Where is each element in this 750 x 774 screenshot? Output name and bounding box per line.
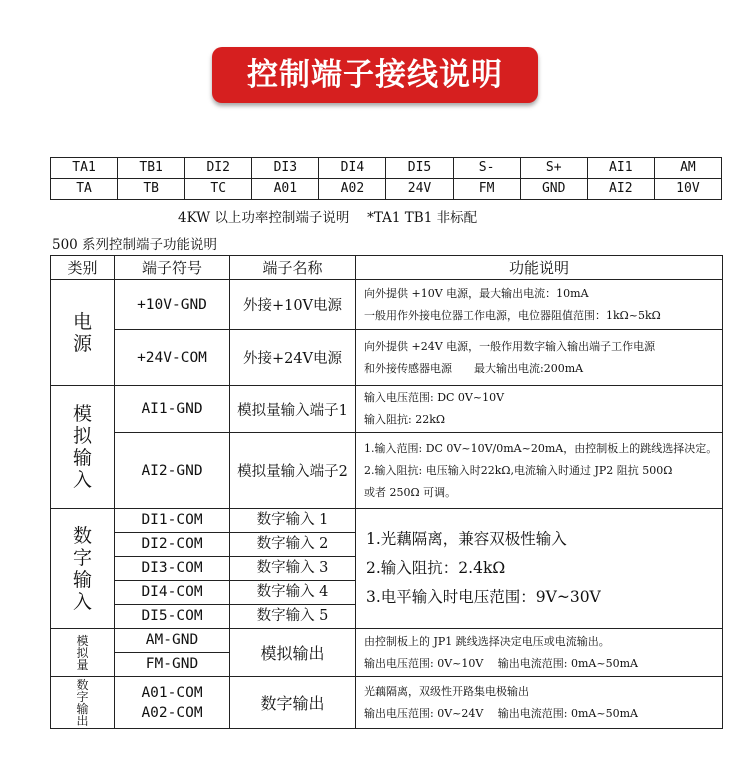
terminal-symbol: AM-GND [115,629,229,653]
table-row [51,280,723,330]
function-table [50,255,723,729]
terminal-name: 数字输入 5 [256,608,329,624]
function-desc: 1.光藕隔离，兼容双极性输入 2.输入阻抗：2.4kΩ 3.电平输入时电压范围：9V~30V [356,509,723,629]
terminal-name: 数字输入 4 [230,581,355,605]
terminal-symbol: AI1-GND [115,386,230,433]
category-power: 电 源 [51,280,115,386]
terminal-cell: DI4 [319,158,386,179]
terminal-name: 数字输入 1 [230,509,355,533]
category-digital-input: 数 字 输 入 [51,509,115,629]
table-row [51,629,723,677]
terminal-cell: TA [51,179,118,200]
table-row [51,386,723,433]
terminal-cell: GND [520,179,587,200]
terminal-cell: DI2 [185,158,252,179]
terminal-symbol-list [115,629,230,677]
terminal-cell: TC [185,179,252,200]
header-row [51,256,723,280]
terminal-symbol-list [115,509,230,629]
header-symbol: 端子符号 [115,256,230,280]
terminal-cell: AI1 [587,158,654,179]
terminal-name: 数字输入 3 [230,557,355,581]
header-function: 功能说明 [356,256,723,280]
terminal-cell: TA1 [51,158,118,179]
terminal-symbol: FM-GND [145,656,199,672]
terminal-name: 外接+10V电源 [230,280,356,330]
terminal-symbol: +10V-GND [115,280,230,330]
terminal-symbol: A02-COM [141,704,203,721]
power-note: 4KW 以上功率控制端子说明 *TA1 TB1 非标配 [178,210,478,226]
terminal-symbol: +24V-COM [115,330,230,386]
category-analog-input: 模 拟 输 入 [51,386,115,509]
terminal-symbol: DI2-COM [115,533,229,557]
header-name: 端子名称 [230,256,356,280]
terminal-cell: AI2 [587,179,654,200]
table-row [51,509,723,629]
terminal-name: 数字输入 2 [230,533,355,557]
terminal-symbol: DI1-COM [115,509,229,533]
terminal-name: 数字输出 [230,677,356,729]
terminal-symbol: DI3-COM [115,557,229,581]
terminal-layout-table [50,157,722,200]
header-category: 类别 [51,256,115,280]
terminal-cell: 24V [386,179,453,200]
table-row [51,677,723,729]
terminal-name: 外接+24V电源 [230,330,356,386]
function-desc: 输入电压范围: DC 0V~10V 输入阻抗: 22kΩ [356,386,723,433]
table-row [51,433,723,509]
terminal-row-bottom [51,179,722,200]
table-row [51,330,723,386]
category-digital-output: 数 字 输 出 [51,677,115,729]
terminal-name-list [230,509,356,629]
section-title: 500 系列控制端子功能说明 [52,237,218,253]
function-desc: 1.输入范围: DC 0V~10V/0mA~20mA，由控制板上的跳线选择决定。 2.输入阻抗: 电压输入时22kΩ,电流输入时通过 JP2 阻抗 500Ω 或者 250Ω 可调。 [356,433,723,509]
function-desc: 向外提供 +24V 电源，一般作用数字输入输出端子工作电源 和外接传感器电源 最大输出电流:200mA [356,330,723,386]
terminal-symbol: DI4-COM [115,581,229,605]
category-analog-output: 模 拟 量 [51,629,115,677]
terminal-name: 模拟量输入端子2 [230,433,356,509]
function-desc: 向外提供 +10V 电源，最大输出电流：10mA 一般用作外接电位器工作电源，电位器阻值范围：1kΩ~5kΩ [356,280,723,330]
terminal-cell: S- [453,158,520,179]
page-title: 控制端子接线说明 [212,47,538,103]
terminal-cell: TB [118,179,185,200]
terminal-cell: 10V [654,179,721,200]
terminal-name: 模拟输出 [230,629,356,677]
terminal-symbol: DI5-COM [141,608,203,624]
function-desc: 由控制板上的 JP1 跳线选择决定电压或电流输出。 输出电压范围: 0V~10V 输出电流范围: 0mA~50mA [356,629,723,677]
terminal-cell: S+ [520,158,587,179]
terminal-name: 模拟量输入端子1 [230,386,356,433]
terminal-cell: FM [453,179,520,200]
terminal-cell: DI3 [252,158,319,179]
function-desc: 光藕隔离，双级性开路集电极输出 输出电压范围: 0V~24V 输出电流范围: 0mA~50mA [356,677,723,729]
terminal-cell: TB1 [118,158,185,179]
terminal-row-top [51,158,722,179]
terminal-cell: A01 [252,179,319,200]
terminal-symbol: AI2-GND [115,433,230,509]
terminal-symbol-list [115,677,230,729]
terminal-cell: DI5 [386,158,453,179]
terminal-cell: AM [654,158,721,179]
terminal-symbol: A01-COM [141,684,203,701]
terminal-cell: A02 [319,179,386,200]
